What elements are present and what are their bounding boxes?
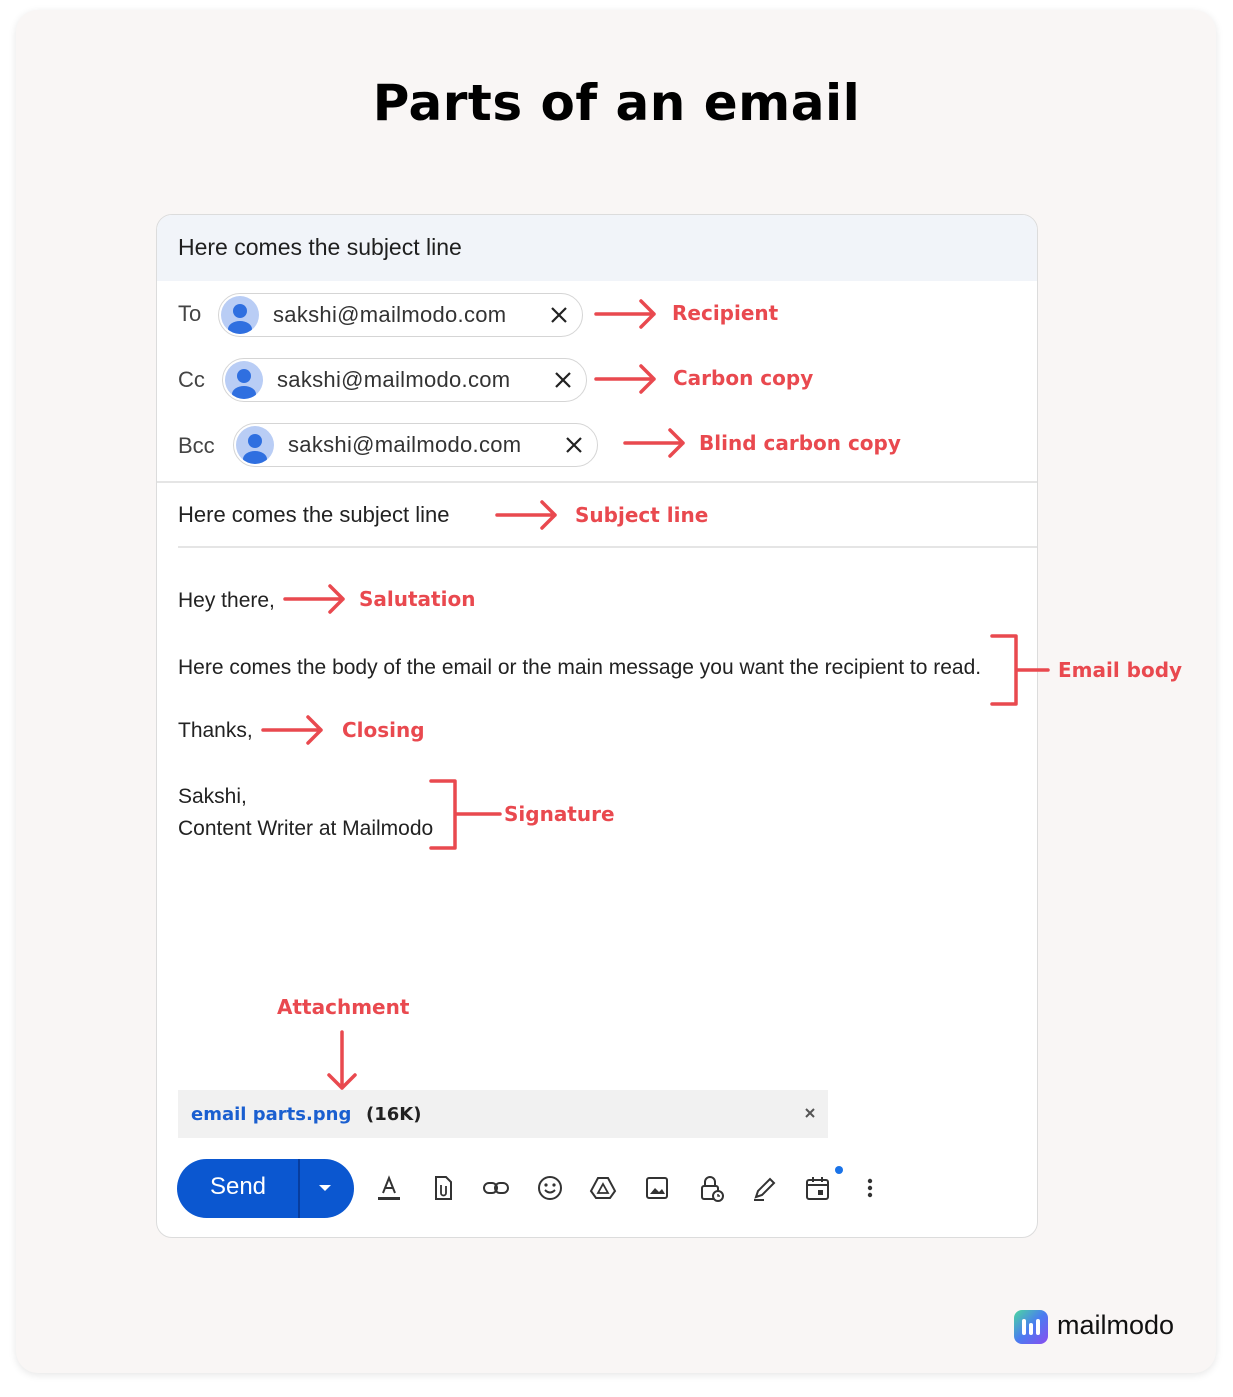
to-label: To <box>178 301 202 326</box>
mailmodo-logo-icon <box>1014 1310 1048 1344</box>
annotation-carbon-copy: Carbon copy <box>673 366 814 390</box>
carbon-copy-arrow <box>596 366 654 392</box>
email-body-text: Here comes the body of the email or the main message you want the recipient to read. <box>178 656 982 679</box>
attachment-size: (16K) <box>366 1104 422 1125</box>
to-email: sakshi@mailmodo.com <box>273 302 507 327</box>
closing-text: Thanks, <box>178 719 253 742</box>
recipient-arrow <box>596 301 654 327</box>
signature-title: Content Writer at Mailmodo <box>178 817 434 840</box>
brand-name: mailmodo <box>1057 1310 1175 1340</box>
subject-field[interactable]: Here comes the subject line <box>178 502 450 527</box>
signature-name: Sakshi, <box>178 785 247 808</box>
compose-header-title: Here comes the subject line <box>178 234 462 260</box>
cc-label: Cc <box>178 367 205 392</box>
annotation-attachment: Attachment <box>277 995 410 1019</box>
annotation-closing: Closing <box>342 718 425 742</box>
annotation-salutation: Salutation <box>359 587 476 611</box>
annotation-signature: Signature <box>504 802 615 826</box>
annotation-blind-carbon-copy: Blind carbon copy <box>699 431 901 455</box>
annotation-recipient: Recipient <box>672 301 779 325</box>
annotation-subject-line: Subject line <box>575 503 709 527</box>
attachment-arrow <box>329 1032 355 1088</box>
bcc-email: sakshi@mailmodo.com <box>288 432 522 457</box>
signature-bracket <box>431 781 500 848</box>
salutation-arrow <box>285 586 343 612</box>
page-title: Parts of an email <box>372 74 861 132</box>
cc-email: sakshi@mailmodo.com <box>277 367 511 392</box>
send-button[interactable]: Send <box>209 1173 267 1200</box>
closing-arrow <box>263 717 321 743</box>
subject-line-arrow <box>497 502 555 528</box>
annotation-email-body: Email body <box>1058 658 1183 682</box>
salutation-text: Hey there, <box>178 589 275 612</box>
blind-carbon-copy-arrow <box>625 430 683 456</box>
bcc-label: Bcc <box>178 433 215 458</box>
attachment-name[interactable]: email parts.png <box>191 1104 352 1125</box>
email-body-bracket <box>992 636 1048 704</box>
